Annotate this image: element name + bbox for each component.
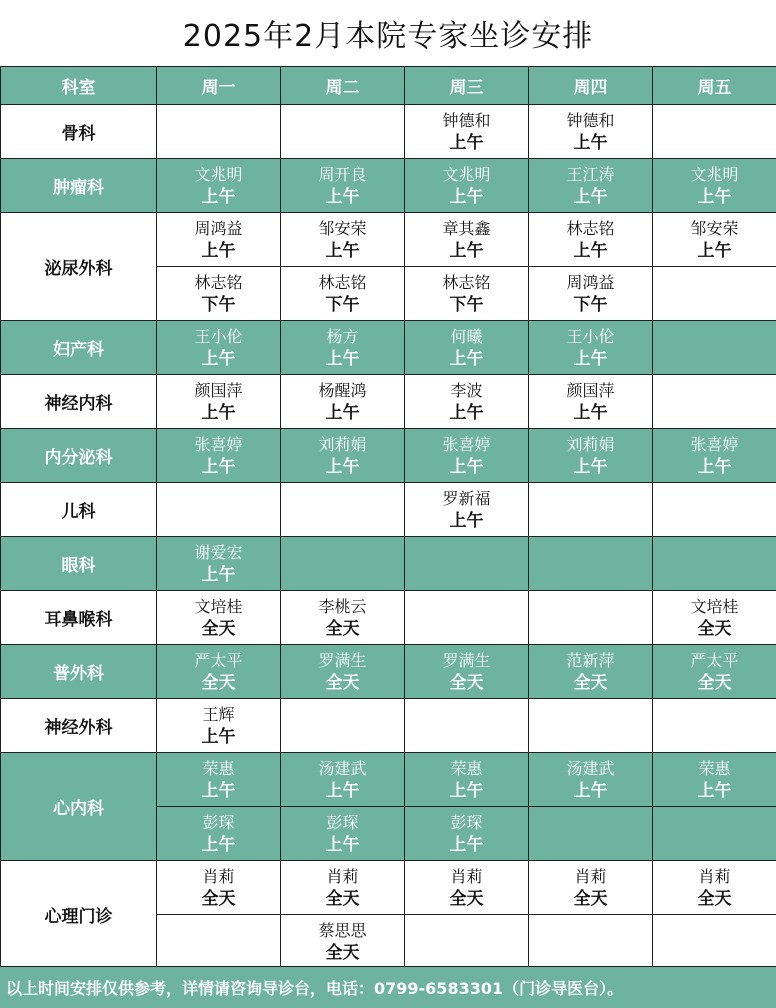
session-time: 上午 xyxy=(449,240,484,261)
schedule-cell xyxy=(405,159,529,213)
session-time: 上午 xyxy=(201,456,236,477)
session-time: 上午 xyxy=(573,780,608,801)
doctor-name: 邹安荣 xyxy=(690,218,739,238)
schedule-cell xyxy=(529,159,653,213)
schedule-cell xyxy=(529,537,653,591)
schedule-cell xyxy=(281,645,405,699)
schedule-cell xyxy=(281,537,405,591)
schedule-cell xyxy=(529,591,653,645)
session-time: 上午 xyxy=(325,348,360,369)
schedule-cell xyxy=(653,321,776,375)
schedule-cell xyxy=(405,267,529,321)
department-cell: 普外科 xyxy=(1,645,157,699)
department-cell: 泌尿外科 xyxy=(1,213,157,321)
schedule-cell xyxy=(157,753,281,807)
schedule-cell xyxy=(653,483,776,537)
doctor-name: 严太平 xyxy=(194,650,243,670)
session-time: 上午 xyxy=(201,834,236,855)
header-dept: 科室 xyxy=(1,67,157,105)
session-time: 全天 xyxy=(325,942,360,963)
session-time: 上午 xyxy=(201,240,236,261)
doctor-name: 彭琛 xyxy=(202,812,235,832)
header-day: 周二 xyxy=(281,67,405,105)
schedule-cell xyxy=(653,645,776,699)
schedule-cell xyxy=(405,483,529,537)
schedule-cell xyxy=(653,591,776,645)
session-time: 上午 xyxy=(325,186,360,207)
department-cell: 妇产科 xyxy=(1,321,157,375)
header-day: 周四 xyxy=(529,67,653,105)
schedule-cell xyxy=(157,861,281,915)
department-cell: 内分泌科 xyxy=(1,429,157,483)
department-cell: 耳鼻喉科 xyxy=(1,591,157,645)
doctor-name: 林志铭 xyxy=(442,272,491,292)
session-time: 上午 xyxy=(697,240,732,261)
doctor-name: 荣惠 xyxy=(698,758,731,778)
schedule-cell xyxy=(653,537,776,591)
schedule-cell xyxy=(653,375,776,429)
schedule-cell xyxy=(157,483,281,537)
schedule-cell xyxy=(529,429,653,483)
schedule-cell xyxy=(405,537,529,591)
doctor-name: 张喜婷 xyxy=(690,434,739,454)
schedule-cell xyxy=(529,807,653,861)
footer-note: 以上时间安排仅供参考，详情请咨询导诊台，电话：0799-6583301（门诊导医台）。 xyxy=(0,966,776,1008)
session-time: 上午 xyxy=(573,402,608,423)
session-time: 上午 xyxy=(573,132,608,153)
department-cell: 骨科 xyxy=(1,105,157,159)
session-time: 上午 xyxy=(697,186,732,207)
schedule-table xyxy=(0,66,776,969)
doctor-name: 文兆明 xyxy=(194,164,243,184)
session-time: 上午 xyxy=(449,510,484,531)
doctor-name: 王辉 xyxy=(202,704,235,724)
schedule-cell xyxy=(281,807,405,861)
schedule-cell xyxy=(653,753,776,807)
schedule-cell xyxy=(281,159,405,213)
doctor-name: 肖莉 xyxy=(450,866,483,886)
doctor-name: 肖莉 xyxy=(326,866,359,886)
table-row xyxy=(1,753,776,807)
session-time: 上午 xyxy=(449,402,484,423)
schedule-cell xyxy=(653,105,776,159)
session-time: 上午 xyxy=(449,348,484,369)
table-row xyxy=(1,213,776,267)
session-time: 上午 xyxy=(325,834,360,855)
schedule-cell xyxy=(157,591,281,645)
schedule-cell xyxy=(157,537,281,591)
doctor-name: 林志铭 xyxy=(194,272,243,292)
doctor-name: 蔡思思 xyxy=(318,920,367,940)
doctor-name: 颜国萍 xyxy=(566,380,615,400)
doctor-name: 汤建武 xyxy=(318,758,367,778)
schedule-cell xyxy=(281,105,405,159)
doctor-name: 李桃云 xyxy=(318,596,367,616)
table-row xyxy=(1,537,776,591)
doctor-name: 文兆明 xyxy=(690,164,739,184)
table-row xyxy=(1,483,776,537)
doctor-name: 张喜婷 xyxy=(194,434,243,454)
doctor-name: 李波 xyxy=(450,380,483,400)
schedule-cell xyxy=(405,915,529,969)
schedule-cell xyxy=(405,861,529,915)
table-row xyxy=(1,321,776,375)
schedule-cell xyxy=(529,645,653,699)
session-time: 上午 xyxy=(201,186,236,207)
schedule-cell xyxy=(405,753,529,807)
session-time: 下午 xyxy=(325,294,360,315)
doctor-name: 荣惠 xyxy=(450,758,483,778)
session-time: 上午 xyxy=(325,780,360,801)
session-time: 上午 xyxy=(697,456,732,477)
doctor-name: 颜国萍 xyxy=(194,380,243,400)
session-time: 下午 xyxy=(449,294,484,315)
doctor-name: 周开良 xyxy=(318,164,367,184)
schedule-cell xyxy=(405,429,529,483)
schedule-cell xyxy=(653,267,776,321)
table-row xyxy=(1,159,776,213)
session-time: 全天 xyxy=(325,672,360,693)
session-time: 全天 xyxy=(449,672,484,693)
doctor-name: 刘莉娟 xyxy=(566,434,615,454)
session-time: 上午 xyxy=(201,726,236,747)
schedule-cell xyxy=(281,591,405,645)
schedule-cell xyxy=(157,429,281,483)
schedule-cell xyxy=(653,429,776,483)
doctor-name: 谢爱宏 xyxy=(194,542,243,562)
schedule-cell xyxy=(653,159,776,213)
schedule-cell xyxy=(157,645,281,699)
schedule-cell xyxy=(529,105,653,159)
header-row xyxy=(1,67,776,105)
schedule-cell xyxy=(281,375,405,429)
schedule-cell xyxy=(529,861,653,915)
doctor-name: 周鸿益 xyxy=(194,218,243,238)
schedule-cell xyxy=(281,321,405,375)
session-time: 全天 xyxy=(201,672,236,693)
table-row xyxy=(1,699,776,753)
schedule-cell xyxy=(653,699,776,753)
doctor-name: 文培桂 xyxy=(690,596,739,616)
session-time: 上午 xyxy=(449,834,484,855)
schedule-cell xyxy=(281,753,405,807)
schedule-cell xyxy=(529,213,653,267)
doctor-name: 汤建武 xyxy=(566,758,615,778)
doctor-name: 罗满生 xyxy=(318,650,367,670)
session-time: 上午 xyxy=(201,402,236,423)
session-time: 上午 xyxy=(573,186,608,207)
schedule-cell xyxy=(653,213,776,267)
doctor-name: 严太平 xyxy=(690,650,739,670)
schedule-cell xyxy=(529,699,653,753)
session-time: 全天 xyxy=(697,672,732,693)
session-time: 上午 xyxy=(201,780,236,801)
doctor-name: 肖莉 xyxy=(202,866,235,886)
session-time: 上午 xyxy=(325,240,360,261)
session-time: 下午 xyxy=(201,294,236,315)
doctor-name: 邹安荣 xyxy=(318,218,367,238)
schedule-cell xyxy=(529,753,653,807)
doctor-name: 肖莉 xyxy=(574,866,607,886)
schedule-cell xyxy=(281,861,405,915)
schedule-cell xyxy=(405,375,529,429)
schedule-cell xyxy=(529,267,653,321)
doctor-name: 彭琛 xyxy=(450,812,483,832)
schedule-cell xyxy=(405,213,529,267)
doctor-name: 张喜婷 xyxy=(442,434,491,454)
schedule-cell xyxy=(281,429,405,483)
schedule-cell xyxy=(405,645,529,699)
table-row xyxy=(1,105,776,159)
doctor-name: 罗满生 xyxy=(442,650,491,670)
session-time: 上午 xyxy=(573,240,608,261)
doctor-name: 罗新福 xyxy=(442,488,491,508)
schedule-cell xyxy=(405,105,529,159)
session-time: 全天 xyxy=(325,618,360,639)
header-day: 周五 xyxy=(653,67,776,105)
schedule-cell xyxy=(281,915,405,969)
table-row xyxy=(1,645,776,699)
header-day: 周一 xyxy=(157,67,281,105)
schedule-cell xyxy=(281,267,405,321)
schedule-cell xyxy=(281,483,405,537)
schedule-cell xyxy=(157,699,281,753)
doctor-name: 林志铭 xyxy=(318,272,367,292)
session-time: 上午 xyxy=(573,348,608,369)
session-time: 上午 xyxy=(697,780,732,801)
session-time: 全天 xyxy=(697,888,732,909)
doctor-name: 文兆明 xyxy=(442,164,491,184)
schedule-cell xyxy=(529,375,653,429)
department-cell: 心内科 xyxy=(1,753,157,861)
doctor-name: 何曦 xyxy=(450,326,483,346)
schedule-cell xyxy=(157,375,281,429)
doctor-name: 刘莉娟 xyxy=(318,434,367,454)
schedule-cell xyxy=(653,807,776,861)
department-cell: 心理门诊 xyxy=(1,861,157,969)
session-time: 上午 xyxy=(449,132,484,153)
doctor-name: 章其鑫 xyxy=(442,218,491,238)
schedule-cell xyxy=(405,807,529,861)
department-cell: 眼科 xyxy=(1,537,157,591)
session-time: 上午 xyxy=(325,402,360,423)
doctor-name: 荣惠 xyxy=(202,758,235,778)
doctor-name: 钟德和 xyxy=(442,110,491,130)
session-time: 上午 xyxy=(325,456,360,477)
session-time: 上午 xyxy=(201,348,236,369)
table-row xyxy=(1,375,776,429)
session-time: 上午 xyxy=(573,456,608,477)
schedule-cell xyxy=(157,105,281,159)
session-time: 全天 xyxy=(201,618,236,639)
schedule-cell xyxy=(405,321,529,375)
doctor-name: 林志铭 xyxy=(566,218,615,238)
schedule-cell xyxy=(157,267,281,321)
doctor-name: 王小伦 xyxy=(194,326,243,346)
doctor-name: 肖莉 xyxy=(698,866,731,886)
session-time: 上午 xyxy=(449,456,484,477)
session-time: 下午 xyxy=(573,294,608,315)
session-time: 全天 xyxy=(201,888,236,909)
session-time: 全天 xyxy=(449,888,484,909)
schedule-cell xyxy=(157,159,281,213)
doctor-name: 杨方 xyxy=(326,326,359,346)
session-time: 上午 xyxy=(449,780,484,801)
schedule-cell xyxy=(653,861,776,915)
session-time: 全天 xyxy=(697,618,732,639)
schedule-cell xyxy=(157,321,281,375)
department-cell: 儿科 xyxy=(1,483,157,537)
schedule-cell xyxy=(157,807,281,861)
schedule-cell xyxy=(405,591,529,645)
schedule-cell xyxy=(529,915,653,969)
doctor-name: 范新萍 xyxy=(566,650,615,670)
schedule-cell xyxy=(529,483,653,537)
doctor-name: 王小伦 xyxy=(566,326,615,346)
schedule-cell xyxy=(529,321,653,375)
doctor-name: 文培桂 xyxy=(194,596,243,616)
schedule-cell xyxy=(157,213,281,267)
department-cell: 神经外科 xyxy=(1,699,157,753)
department-cell: 神经内科 xyxy=(1,375,157,429)
doctor-name: 彭琛 xyxy=(326,812,359,832)
table-row xyxy=(1,861,776,915)
schedule-body xyxy=(1,105,776,969)
header-day: 周三 xyxy=(405,67,529,105)
department-cell: 肿瘤科 xyxy=(1,159,157,213)
table-row xyxy=(1,429,776,483)
session-time: 上午 xyxy=(449,186,484,207)
schedule-cell xyxy=(281,213,405,267)
doctor-name: 杨醒鸿 xyxy=(318,380,367,400)
table-row xyxy=(1,591,776,645)
session-time: 全天 xyxy=(325,888,360,909)
schedule-cell xyxy=(281,699,405,753)
session-time: 上午 xyxy=(201,564,236,585)
schedule-cell xyxy=(405,699,529,753)
doctor-name: 周鸿益 xyxy=(566,272,615,292)
page-title: 2025年2月本院专家坐诊安排 xyxy=(0,0,776,66)
doctor-name: 王江涛 xyxy=(566,164,615,184)
session-time: 全天 xyxy=(573,888,608,909)
doctor-name: 钟德和 xyxy=(566,110,615,130)
schedule-cell xyxy=(653,915,776,969)
schedule-cell xyxy=(157,915,281,969)
session-time: 全天 xyxy=(573,672,608,693)
